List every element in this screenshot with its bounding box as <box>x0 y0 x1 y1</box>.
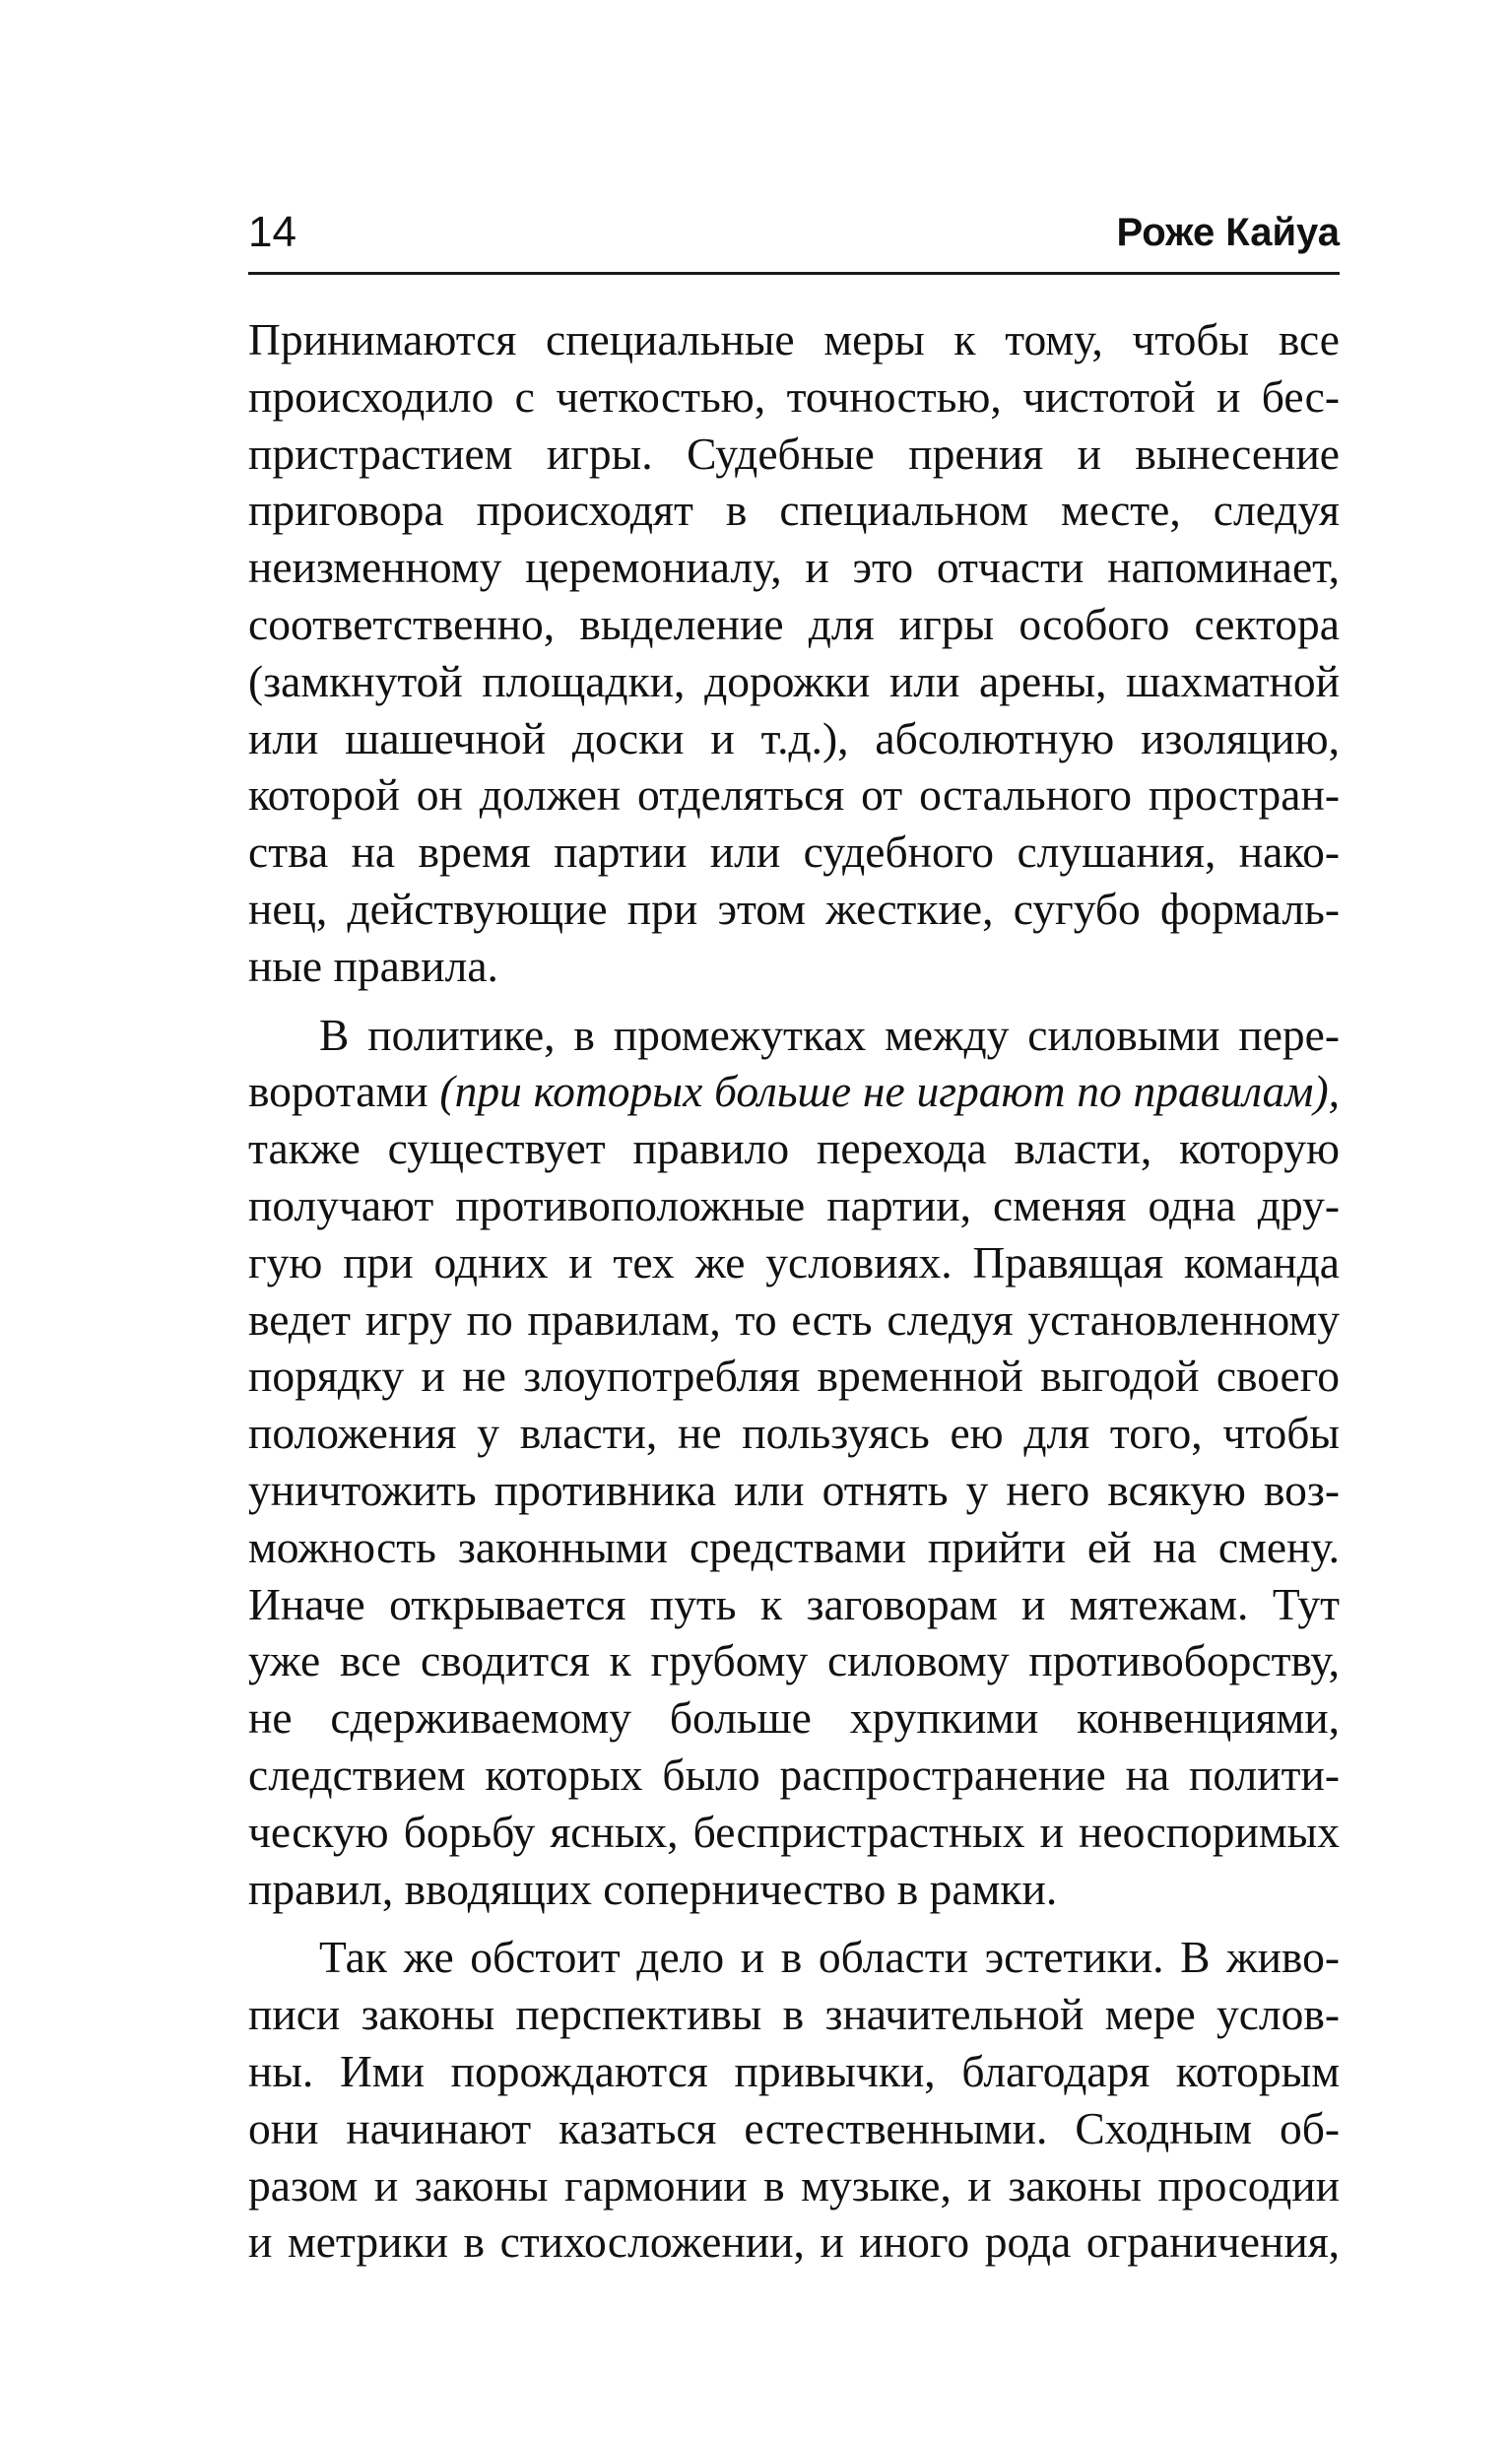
paragraph-3 <box>248 1929 1340 2271</box>
text-line: следствием которых было распространение на полити- <box>248 1749 1340 1800</box>
text-line: положения у власти, не пользуясь ею для того, чтобы <box>248 1408 1340 1459</box>
paragraph-gap <box>248 1917 1340 1929</box>
page-number: 14 <box>248 208 296 256</box>
text-line: писи законы перспективы в значительной мере услов- <box>248 1989 1340 2040</box>
paragraph-1 <box>248 311 1340 995</box>
text-line: ные правила. <box>248 940 498 991</box>
text-line: (замкнутой площадки, дорожки или арены, шахматной <box>248 655 1340 706</box>
text-line: не сдерживаемому больше хрупкими конвенциями, <box>248 1692 1340 1744</box>
text-line: пристрастием игры. Судебные прения и вынесение <box>248 428 1340 479</box>
text-line: также существует правило перехода власти, которую <box>248 1123 1340 1174</box>
text-line: неизменному церемониалу, и это отчасти напоминает, <box>248 542 1340 593</box>
text-line: получают противоположные партии, сменяя одна дру- <box>248 1179 1340 1230</box>
running-head-author: Роже Кайуа <box>1116 211 1340 254</box>
page-header <box>248 203 1340 275</box>
text-line: Так же обстоит дело и в области эстетики. В живо- <box>319 1932 1340 1983</box>
text-line: гую при одних и тех же условиях. Правящая команда <box>248 1236 1340 1288</box>
text-line: можность законными средствами прийти ей на смену. <box>248 1521 1340 1572</box>
text-line: которой он должен отделяться от остального простран- <box>248 769 1340 821</box>
paragraph-2 <box>248 1007 1340 1918</box>
text-line: порядку и не злоупотребляя временной выгодой своего <box>248 1351 1340 1402</box>
italic-aside: (при которых больше не играют по правилам), <box>439 1066 1340 1117</box>
paragraph-gap <box>248 995 1340 1007</box>
text-line: приговора происходят в специальном месте, следуя <box>248 485 1340 536</box>
text-line: ства на время партии или судебного слушания, нако- <box>248 826 1340 878</box>
text-line-mixed <box>248 1063 1340 1120</box>
text-line: они начинают казаться естественными. Сходным об- <box>248 2102 1340 2153</box>
text-line: В политике, в промежутках между силовыми пере- <box>319 1009 1340 1060</box>
text-line: происходило с четкостью, точностью, чистотой и бес- <box>248 370 1340 422</box>
text-line: уничтожить противника или отнять у него всякую воз- <box>248 1464 1340 1515</box>
text-line: Принимаются специальные меры к тому, чтобы все <box>248 314 1340 364</box>
text-line: ческую борьбу ясных, беспристрастных и неоспоримых <box>248 1806 1340 1857</box>
text-line: и метрики в стихосложении, и иного рода ограничения, <box>248 2216 1340 2268</box>
text-line: Иначе открывается путь к заговорам и мятежам. Тут <box>248 1578 1340 1629</box>
text-line: правил, вводящих соперничество в рамки. <box>248 1863 1058 1914</box>
text-line: разом и законы гармонии в музыке, и законы просодии <box>248 2159 1340 2211</box>
text-line: уже все сводится к грубому силовому противоборству, <box>248 1635 1340 1686</box>
text-line: ны. Ими порождаются привычки, благодаря которым <box>248 2045 1340 2096</box>
text-line: нец, действующие при этом жесткие, сугубо формаль- <box>248 883 1340 934</box>
text-segment: воротами <box>248 1066 428 1117</box>
body-text <box>248 311 1340 2271</box>
text-line: или шашечной доски и т.д.), абсолютную изоляцию, <box>248 712 1340 763</box>
text-line: ведет игру по правилам, то есть следуя установленному <box>248 1293 1340 1345</box>
text-line: соответственно, выделение для игры особого сектора <box>248 598 1340 649</box>
